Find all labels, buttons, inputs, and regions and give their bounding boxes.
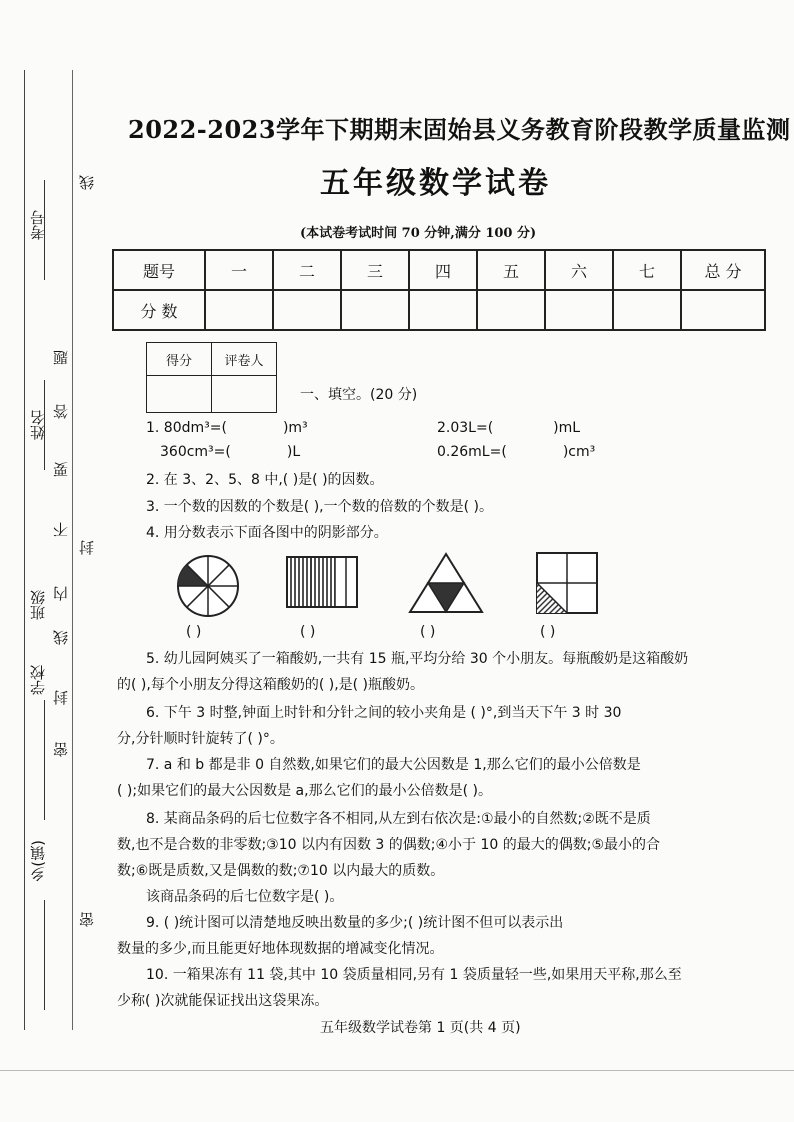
score-cell: 四 xyxy=(409,250,477,290)
binding-line-outer xyxy=(24,70,25,1030)
q1-b-text: 2.03L=( xyxy=(437,420,494,436)
q3: 3. 一个数的因数的个数是( ),一个数的倍数的个数是( )。 xyxy=(146,499,494,515)
score-table-score-row xyxy=(113,290,765,330)
q1-a-end: )m³ xyxy=(282,420,308,436)
section-title: 一、填空。(20 分) xyxy=(300,387,418,403)
label-xingming: 姓名 xyxy=(29,410,47,440)
score-input[interactable] xyxy=(273,290,341,330)
edge-line-char: 线 xyxy=(78,175,96,190)
blank-xuexiao xyxy=(44,700,45,820)
grader-score-input[interactable] xyxy=(147,376,212,413)
score-table-header-row xyxy=(113,250,765,290)
seal-char-xian: 线 xyxy=(52,630,70,645)
seal-char-da: 答 xyxy=(52,404,70,419)
q1-c xyxy=(160,444,300,460)
label-kaohao: 考号 xyxy=(29,210,47,240)
q1-d-end: )cm³ xyxy=(562,444,596,460)
binding-margin xyxy=(0,0,110,1122)
score-cell: 五 xyxy=(477,250,545,290)
q4-rectangle-figure xyxy=(286,556,358,608)
q6-line1: 6. 下午 3 时整,钟面上时针和分针之间的较小夹角是 ( )°,到当天下午 3 时 30 xyxy=(146,705,622,721)
q4-square-figure xyxy=(536,552,598,614)
exam-subtitle: 五年级数学试卷 xyxy=(320,166,551,201)
q4-circle-figure xyxy=(176,554,240,618)
blank-kaohao xyxy=(44,180,45,280)
q4-answer-1: ( ) xyxy=(186,624,202,640)
grader-header-grader: 评卷人 xyxy=(212,343,277,376)
score-cell: 总 分 xyxy=(681,250,765,290)
q5-line1: 5. 幼儿园阿姨买了一箱酸奶,一共有 15 瓶,平均分给 30 个小朋友。每瓶酸奶是这箱酸奶 xyxy=(146,651,689,667)
q4-answer-3: ( ) xyxy=(420,624,436,640)
q1-a xyxy=(146,420,308,436)
seal-char-yao: 要 xyxy=(52,462,70,477)
q4: 4. 用分数表示下面各图中的阴影部分。 xyxy=(146,525,388,541)
score-row-label: 分 数 xyxy=(113,290,205,330)
seal-char-bu: 不 xyxy=(52,522,70,537)
score-input[interactable] xyxy=(409,290,477,330)
q6-line2: 分,分针顺时针旋转了( )°。 xyxy=(117,731,284,747)
score-input[interactable] xyxy=(613,290,681,330)
q9-line1: 9. ( )统计图可以清楚地反映出数量的多少;( )统计图不但可以表示出 xyxy=(146,915,564,931)
seal-char-ti: 题 xyxy=(52,350,70,365)
q5-line2: 的( ),每个小朋友分得这箱酸奶的( ),是( )瓶酸奶。 xyxy=(117,677,425,693)
q7-line2: ( );如果它们的最大公因数是 a,那么它们的最小公倍数是( )。 xyxy=(117,783,492,799)
q1-b-end: )mL xyxy=(553,420,581,436)
score-input[interactable] xyxy=(681,290,765,330)
q4-answer-4: ( ) xyxy=(540,624,556,640)
q2: 2. 在 3、2、5、8 中,( )是( )的因数。 xyxy=(146,472,384,488)
q10-line2: 少称( )次就能保证找出这袋果冻。 xyxy=(117,993,329,1009)
q7-line1: 7. a 和 b 都是非 0 自然数,如果它们的最大公因数是 1,那么它们的最小公倍数是 xyxy=(146,757,641,773)
q1-d xyxy=(437,444,595,460)
binding-line-inner xyxy=(72,70,73,1030)
label-banji: 班级 xyxy=(29,590,47,620)
footer-rule xyxy=(0,1070,794,1071)
edge-mi-char: 密 xyxy=(78,912,96,927)
blank-xingming xyxy=(44,380,45,470)
score-input[interactable] xyxy=(205,290,273,330)
page-footer: 五年级数学试卷第 1 页(共 4 页) xyxy=(320,1020,521,1036)
edge-feng-char: 封 xyxy=(78,540,96,555)
q10-line1: 10. 一箱果冻有 11 袋,其中 10 袋质量相同,另有 1 袋质量轻一些,如果用天平称,那么至 xyxy=(146,967,682,983)
score-input[interactable] xyxy=(477,290,545,330)
q1-b xyxy=(437,420,580,436)
q8-line3: 数;⑥既是质数,又是偶数的数;⑦10 以内最大的质数。 xyxy=(117,863,445,879)
grader-header-score: 得分 xyxy=(147,343,212,376)
score-input[interactable] xyxy=(545,290,613,330)
q1-c-text: 360cm³=( xyxy=(160,444,231,460)
seal-char-mi: 密 xyxy=(52,742,70,757)
exam-title: 2022-2023学年下期期末固始县义务教育阶段教学质量监测 xyxy=(128,115,791,144)
q9-line2: 数量的多少,而且能更好地体现数据的增减变化情况。 xyxy=(117,941,444,957)
q4-answer-2: ( ) xyxy=(300,624,316,640)
grader-table xyxy=(146,342,277,413)
score-cell: 题号 xyxy=(113,250,205,290)
score-cell: 三 xyxy=(341,250,409,290)
score-cell: 二 xyxy=(273,250,341,290)
exam-note: (本试卷考试时间 70 分钟,满分 100 分) xyxy=(300,226,537,241)
score-table xyxy=(112,249,766,331)
q8-line4: 该商品条码的后七位数字是( )。 xyxy=(146,889,344,905)
label-xiangzhen: 乡(镇) xyxy=(29,840,47,882)
q1-c-end: )L xyxy=(286,444,301,460)
blank-xiangzhen xyxy=(44,900,45,1010)
q1-a-text: 1. 80dm³=( xyxy=(146,420,227,436)
label-xuexiao: 学校 xyxy=(29,665,47,695)
q4-triangle-figure xyxy=(408,552,484,614)
q8-line2: 数,也不是合数的非零数;③10 以内有因数 3 的偶数;④小于 10 的最大的偶数;⑤最小的合 xyxy=(117,837,661,853)
q1-d-text: 0.26mL=( xyxy=(437,444,507,460)
seal-char-feng: 封 xyxy=(52,690,70,705)
score-cell: 七 xyxy=(613,250,681,290)
q8-line1: 8. 某商品条码的后七位数字各不相同,从左到右依次是:①最小的自然数;②既不是质 xyxy=(146,811,651,827)
grader-name-input[interactable] xyxy=(212,376,277,413)
score-input[interactable] xyxy=(341,290,409,330)
score-cell: 一 xyxy=(205,250,273,290)
score-cell: 六 xyxy=(545,250,613,290)
seal-char-nei: 内 xyxy=(52,586,70,601)
